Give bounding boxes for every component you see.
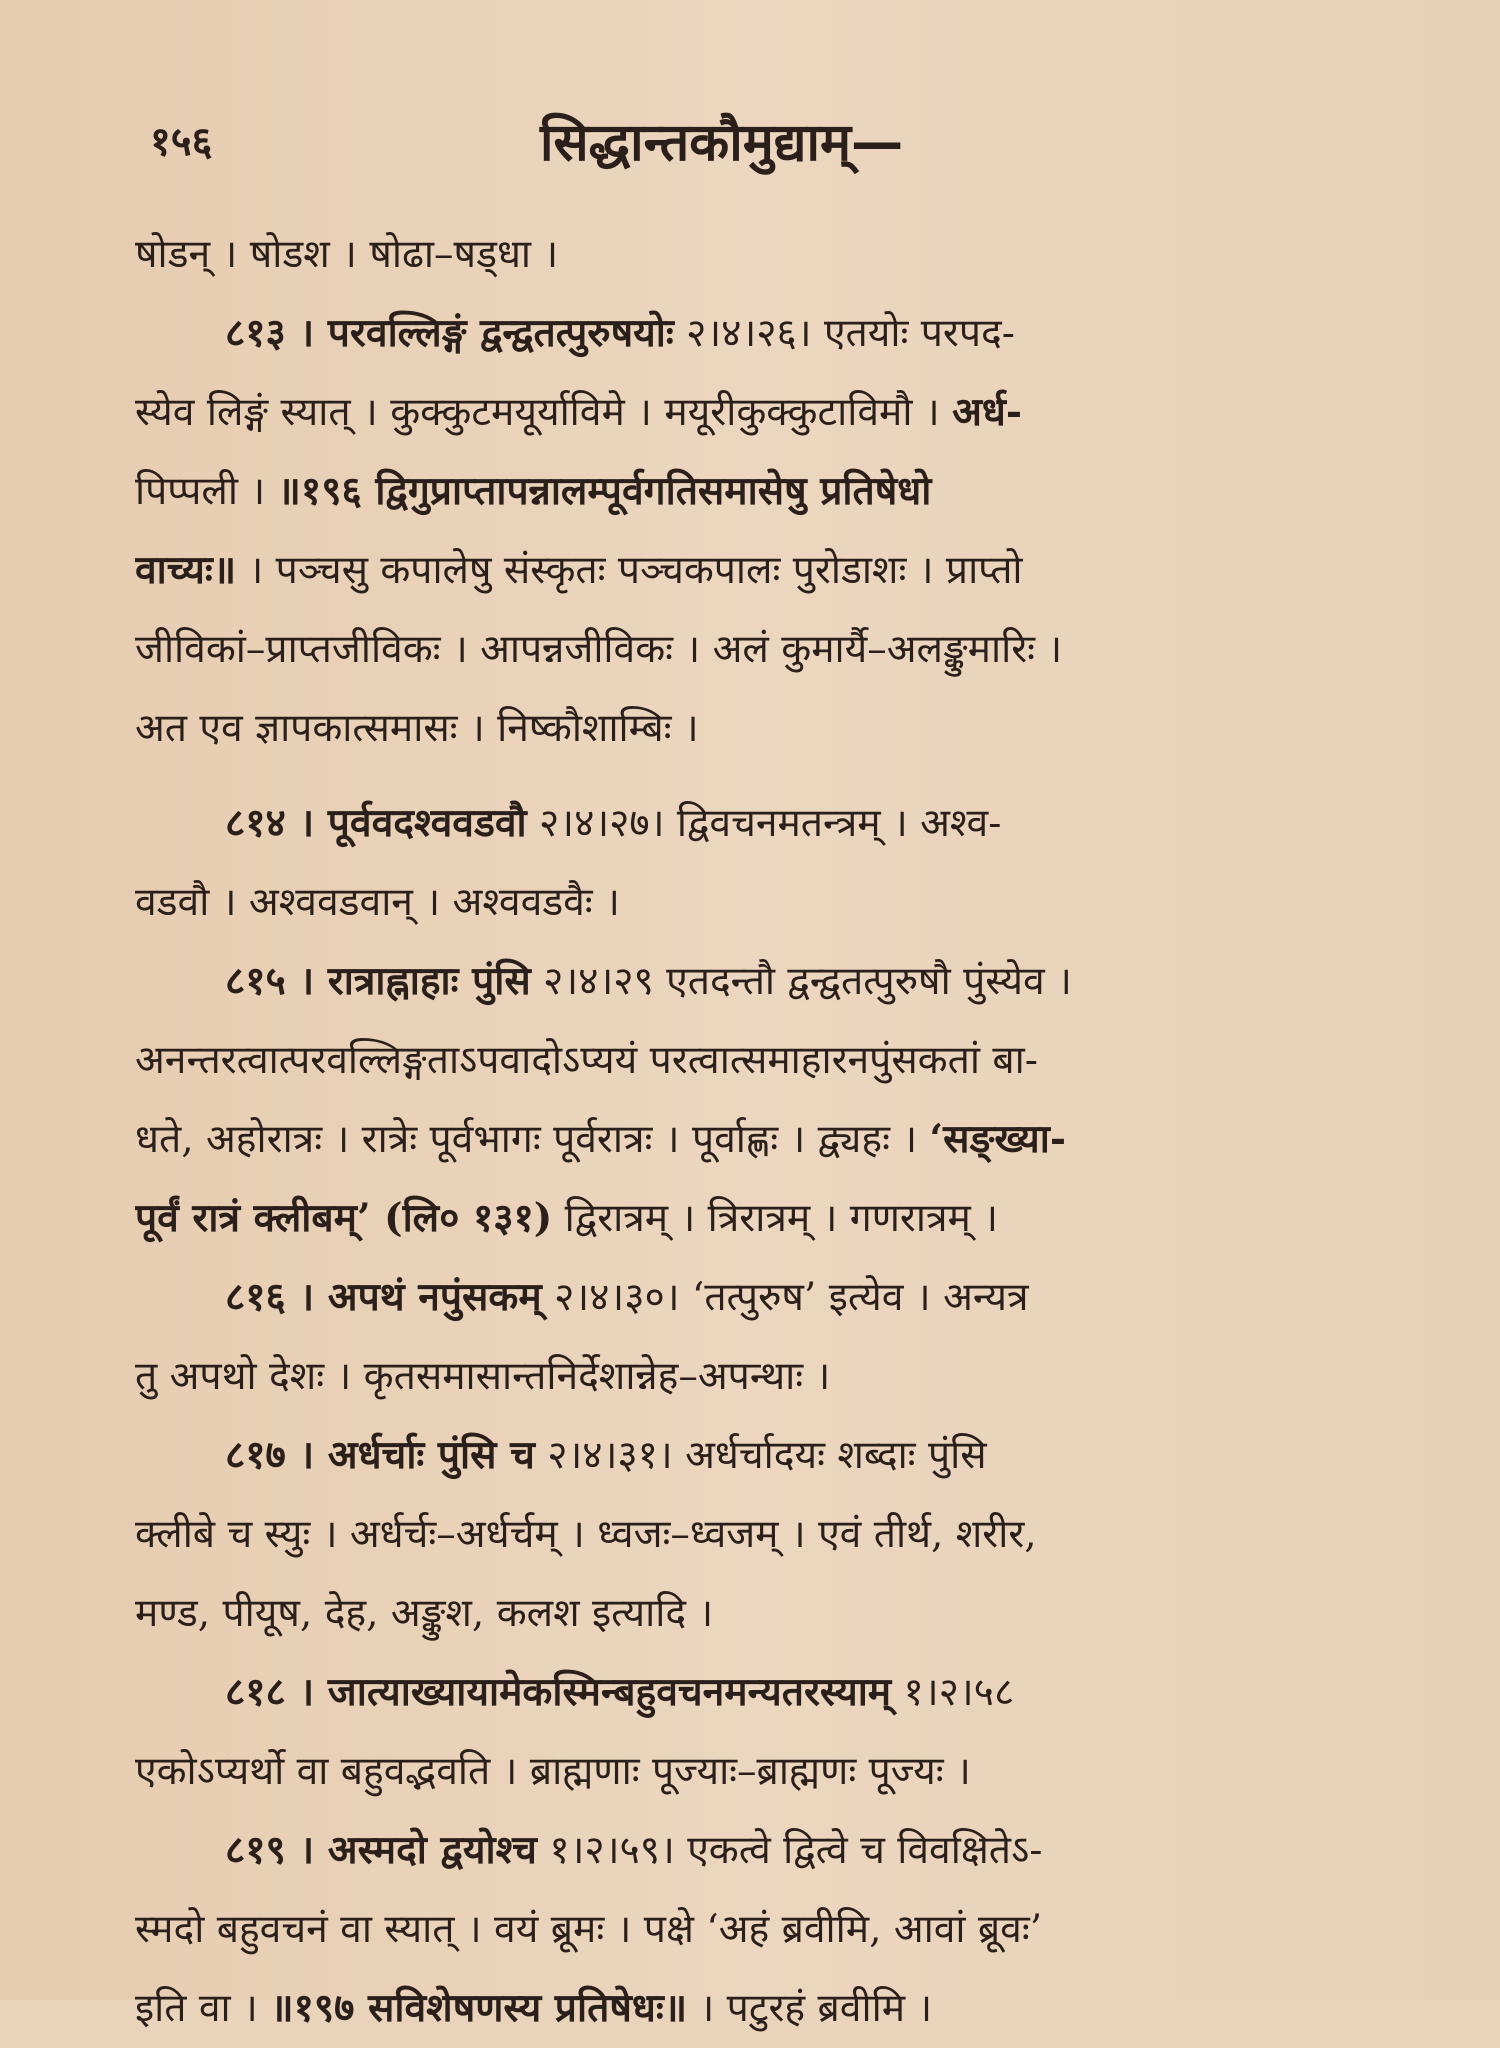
page-number: १५६ <box>150 119 213 165</box>
text-line <box>135 1969 1380 2048</box>
text-line <box>135 373 1380 452</box>
text-line <box>135 863 1380 942</box>
bold-text-segment: ॥१९६ द्विगुप्राप्तापन्नालम्पूर्वगतिसमासेषु प्रतिषेधो <box>277 468 932 514</box>
text-segment: क्लीबे च स्युः । अर्धर्चः–अर्धर्चम् । ध्वजः–ध्वजम् । एवं तीर्थ, शरीर, <box>135 1512 1037 1557</box>
text-line <box>135 1574 1380 1653</box>
text-segment: स्मदो बहुवचनं वा स्यात् । वयं ब्रूमः । पक्षे ‘अहं ब्रवीमि, आवां ब्रूवः’ <box>135 1907 1043 1952</box>
text-segment: २।४।२७। द्विवचनमतन्त्रम् । अश्व- <box>526 801 1002 846</box>
text-line <box>135 1653 1380 1732</box>
text-line <box>135 689 1380 768</box>
text-line <box>135 610 1380 689</box>
text-line <box>135 1021 1380 1100</box>
text-segment: जीविकां–प्राप्तजीविकः । आपन्नजीविकः । अलं कुमार्यै–अलङ्कुमारिः । <box>135 627 1063 672</box>
text-line <box>135 452 1380 531</box>
bold-text-segment: ८१९ । अस्मदो द्वयोश्च <box>225 1827 537 1873</box>
bold-text-segment: ८१४ । पूर्ववदश्ववडवौ <box>225 800 527 846</box>
bold-text-segment: ८१६ । अपथं नपुंसकम् <box>225 1274 542 1320</box>
text-segment: १।२।५८ <box>891 1670 1015 1715</box>
text-segment: स्येव लिङ्गं स्यात् । कुक्कुटमयूर्याविमे । मयूरीकुक्कुटाविमौ । <box>135 390 953 435</box>
text-segment: २।४।३१। अर्धर्चादयः शब्दाः पुंसि <box>534 1433 987 1478</box>
text-segment: अनन्तरत्वात्परवल्लिङ्गताऽपवादोऽप्ययं परत्वात्समाहारनपुंसकतां बा- <box>135 1038 1038 1083</box>
bold-text-segment: वाच्यः॥ <box>135 547 237 593</box>
text-line <box>135 531 1380 610</box>
text-segment: २।४।२९ एतदन्तौ द्वन्द्वतत्पुरुषौ पुंस्येव । <box>530 959 1072 1004</box>
text-segment: षोडन् । षोडश । षोढा–षड्धा । <box>135 232 559 277</box>
bold-text-segment: अर्ध- <box>952 389 1023 435</box>
text-line <box>135 1495 1380 1574</box>
text-line <box>135 294 1380 373</box>
text-line <box>135 1179 1380 1258</box>
page-header <box>150 100 1370 180</box>
text-segment: तु अपथो देशः । कृतसमासान्तनिर्देशान्नेह–अपन्थाः । <box>135 1354 831 1399</box>
text-segment: इति वा । <box>135 1986 271 2031</box>
text-segment: एकोऽप्यर्थो वा बहुवद्भवति । ब्राह्मणाः पूज्याः–ब्राह्मणः पूज्यः । <box>135 1749 971 1794</box>
text-line <box>135 215 1380 294</box>
text-segment: पिप्पली । <box>135 469 278 514</box>
bold-text-segment: ८१५ । रात्राह्नाहाः पुंसि <box>225 958 531 1004</box>
paragraph-gap <box>135 768 1380 784</box>
bold-text-segment: ‘सङ्ख्या- <box>929 1116 1067 1162</box>
text-segment: । पटुरहं ब्रवीमि । <box>687 1986 933 2031</box>
text-segment: द्विरात्रम् । त्रिरात्रम् । गणरात्रम् । <box>552 1196 999 1241</box>
body-text <box>135 215 1380 2048</box>
bold-text-segment: ८१८ । जात्याख्यायामेकस्मिन्बहुवचनमन्यतरस्याम् <box>225 1669 892 1715</box>
text-segment: २।४।२६। एतयोः परपद- <box>673 311 1015 356</box>
text-segment: । पञ्चसु कपालेषु संस्कृतः पञ्चकपालः पुरोडाशः । प्राप्तो <box>236 548 1023 593</box>
text-segment: १।२।५९। एकत्वे द्वित्वे च विवक्षितेऽ- <box>536 1828 1043 1873</box>
text-line <box>135 942 1380 1021</box>
text-line <box>135 1258 1380 1337</box>
text-line <box>135 1416 1380 1495</box>
text-segment: वडवौ । अश्ववडवान् । अश्ववडवैः । <box>135 880 620 925</box>
bold-text-segment: पूर्वं रात्रं क्लीबम्’ (लि० १३१) <box>135 1195 553 1241</box>
text-segment: २।४।३०। ‘तत्पुरुष’ इत्येव । अन्यत्र <box>541 1275 1029 1320</box>
text-line <box>135 1811 1380 1890</box>
text-line <box>135 1732 1380 1811</box>
bold-text-segment: ॥१९७ सविशेषणस्य प्रतिषेधः॥ <box>270 1985 688 2031</box>
text-segment: अत एव ज्ञापकात्समासः । निष्कौशाम्बिः । <box>135 706 699 751</box>
text-line <box>135 1890 1380 1969</box>
text-segment: धते, अहोरात्रः । रात्रेः पूर्वभागः पूर्वरात्रः । पूर्वाह्णः । द्व्यहः । <box>135 1117 930 1162</box>
bold-text-segment: ८१३ । परवल्लिङ्गं द्वन्द्वतत्पुरुषयोः <box>225 310 674 356</box>
text-segment: मण्ड, पीयूष, देह, अङ्कुश, कलश इत्यादि । <box>135 1591 714 1636</box>
text-line <box>135 1100 1380 1179</box>
bold-text-segment: ८१७ । अर्धर्चाः पुंसि च <box>225 1432 535 1478</box>
text-line <box>135 784 1380 863</box>
text-line <box>135 1337 1380 1416</box>
running-title: सिद्धान्तकौमुद्याम्— <box>540 113 904 173</box>
